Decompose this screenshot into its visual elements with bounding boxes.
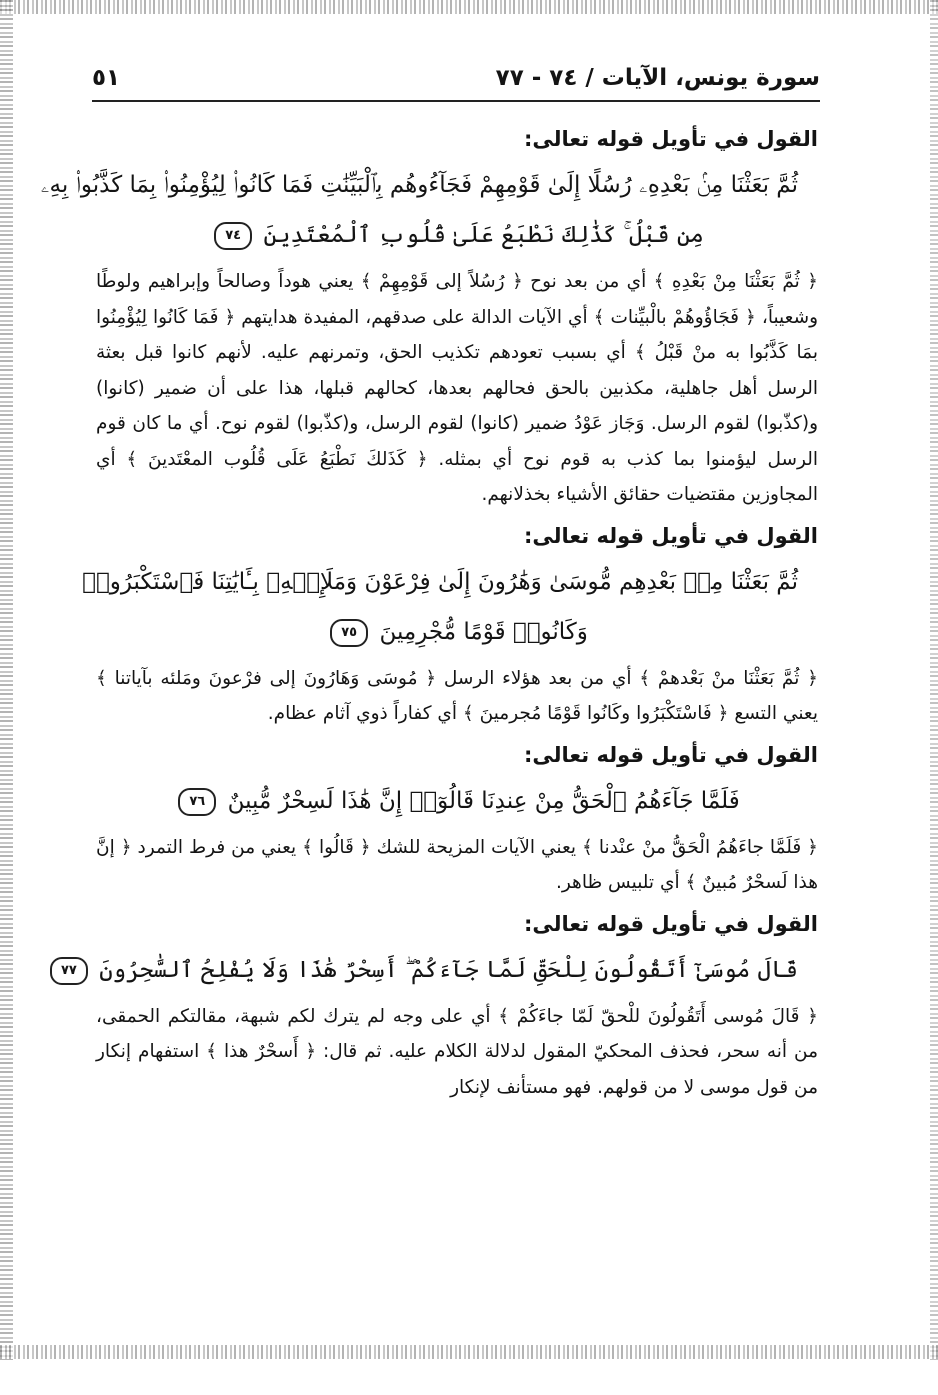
- quran-verse: [60, 945, 798, 995]
- page-border-left: [0, 0, 13, 1360]
- verse-line-with-marker: [116, 607, 798, 657]
- verse-line: مِن قَبْلُ ۚ كَذَٰلِكَ نَطْبَعُ عَلَىٰ قُلُوبِ ٱلْمُعْتَدِينَ: [263, 222, 704, 248]
- section-heading: القول في تأويل قوله تعالى:: [524, 127, 818, 151]
- commentary-paragraph: ﴿ ثُمَّ بَعَثْنَا منْ بَعْدهمْ ﴾ أي من بعد هؤلاء الرسل ﴿ مُوسَى وَهَارُونَ إلى فرْعونَ ومَلئه بآياتنا ﴾ يعني التسع ﴿ فَاسْتَكْبَرُوا وكَانُوا قَوْمًا مُجرمينَ ﴾ أي كفاراً ذوي آثام عظام.: [96, 667, 818, 724]
- section-heading: القول في تأويل قوله تعالى:: [524, 742, 818, 767]
- section-heading: القول في تأويل قوله تعالى:: [524, 911, 818, 936]
- section-ayah-74: [40, 122, 818, 513]
- page-border-top: [0, 0, 938, 14]
- verse-line: ثُمَّ بَعَثْنَا مِنۢ بَعْدِهِۦ رُسُلًا إِلَىٰ قَوْمِهِمْ فَجَآءُوهُم بِٱلْبَيِّنَٰتِ فَمَا كَانُوا۟ لِيُؤْمِنُوا۟ بِمَا كَذَّبُوا۟ بِهِۦ: [40, 172, 798, 198]
- quran-verse: [116, 776, 798, 826]
- quran-verse: [40, 160, 798, 260]
- ayah-number-marker: ٧٥: [330, 619, 368, 647]
- commentary-paragraph: ﴿ فَلَمَّا جاءَهُمُ الْحَقُّ منْ عنْدنا ﴾ يعني الآيات المزيحة للشك ﴿ قَالُوا ﴾ يعني من فرط التمرد ﴿ إنَّ هذا لَسحْرٌ مُبينٌ ﴾ أي تلبيس ظاهر.: [96, 836, 818, 893]
- surah-title: سورة يونس، الآيات / ٧٤ - ٧٧: [495, 65, 820, 91]
- section-ayah-75: [82, 519, 818, 732]
- verse-line-with-marker: [60, 945, 798, 995]
- verse-line: فَلَمَّا جَآءَهُمُ ٱلْحَقُّ مِنْ عِندِنَا قَالُوٓا۟ إِنَّ هَٰذَا لَسِحْرٌ مُّبِينٌ: [227, 787, 740, 814]
- header-rule: [92, 100, 820, 102]
- running-header: [92, 58, 820, 98]
- verse-line: وَكَانُوا۟ قَوْمًا مُّجْرِمِينَ: [379, 618, 588, 645]
- quran-verse: [82, 557, 798, 657]
- verse-line-with-marker: [116, 776, 798, 826]
- section-heading: القول في تأويل قوله تعالى:: [524, 523, 818, 548]
- section-ayah-77: [60, 907, 818, 1106]
- ayah-number-marker: ٧٦: [178, 788, 216, 816]
- page-border-bottom: [0, 1345, 938, 1359]
- ayah-number-marker: ٧٧: [50, 957, 88, 985]
- section-ayah-76: [96, 738, 818, 901]
- page-border-right: [930, 0, 938, 1360]
- commentary-paragraph: ﴿ ثُمَّ بَعَثْنَا مِنْ بَعْدِهِ ﴾ أي من بعد نوح ﴿ رُسُلاً إلى قَوْمِهِمْ ﴾ يعني هوداً وصالحاً وإبراهيم ولوطًا وشعيباً، ﴿ فَجَاؤُوهُمْ بالْبيِّنات ﴾ أي الآيات الدالة على صدقهم، المفيدة هدايتهم ﴿ فَمَا كَانُوا لِيُؤْمِنُوا بمَا كَذَّبُوا به منْ قَبْلُ ﴾ أي بسبب تعودهم تكذيب الحق، وتمرنهم عليه. لأنهم كانوا قبل بعثة الرسل أهل جاهلية، مكذبين بالحق فحالهم بعدها، كحالهم قبلها، هذا على أن ضمير (كانوا) و(كذّبوا) لقوم الرسل. وَجَاز عَوْدُ ضمير (كانوا) لقوم الرسل، و(كذّبوا) لقوم نوح. أي ما كان قوم الرسل ليؤمنوا بما كذب به قوم نوح أي بمثله. ﴿ كَذَلكَ نَطْبَعُ عَلَى قُلُوب المعْتَدينَ ﴾ أي المجاوزين مقتضيات حقائق الأشياء بخذلانهم.: [96, 271, 818, 505]
- ayah-number-marker: ٧٤: [214, 222, 252, 250]
- verse-line: ثُمَّ بَعَثْنَا مِنۢ بَعْدِهِم مُّوسَىٰ وَهَٰرُونَ إِلَىٰ فِرْعَوْنَ وَمَلَإِي۟هِۦ بِـَٔايَٰتِنَا فَٱسْتَكْبَرُوا۟: [82, 568, 798, 595]
- page-number: ٥١: [92, 65, 121, 91]
- verse-line: قَالَ مُوسَىٰٓ أَتَقُولُونَ لِلْحَقِّ لَمَّا جَآءَكُمْ ۖ أَسِحْرٌ هَٰذَا وَلَا يُفْلِحُ ٱلسَّٰحِرُونَ: [99, 956, 798, 983]
- commentary-paragraph: ﴿ قَالَ مُوسى أَتَقُولُونَ للْحقّ لَمّا جاءَكُمْ ﴾ أي على وجه لم يترك لكم شبهة، مقالتكم الحمقى، من أنه سحر، فحذف المحكيّ المقول لدلالة الكلام عليه. ثم قال: ﴿ أَسحْرٌ هذا ﴾ استفهام إنكار من قول موسى لا من قولهم. فهو مستأنف لإنكار: [96, 1005, 818, 1098]
- verse-line-with-marker: [116, 210, 798, 260]
- page-body: [40, 122, 818, 1305]
